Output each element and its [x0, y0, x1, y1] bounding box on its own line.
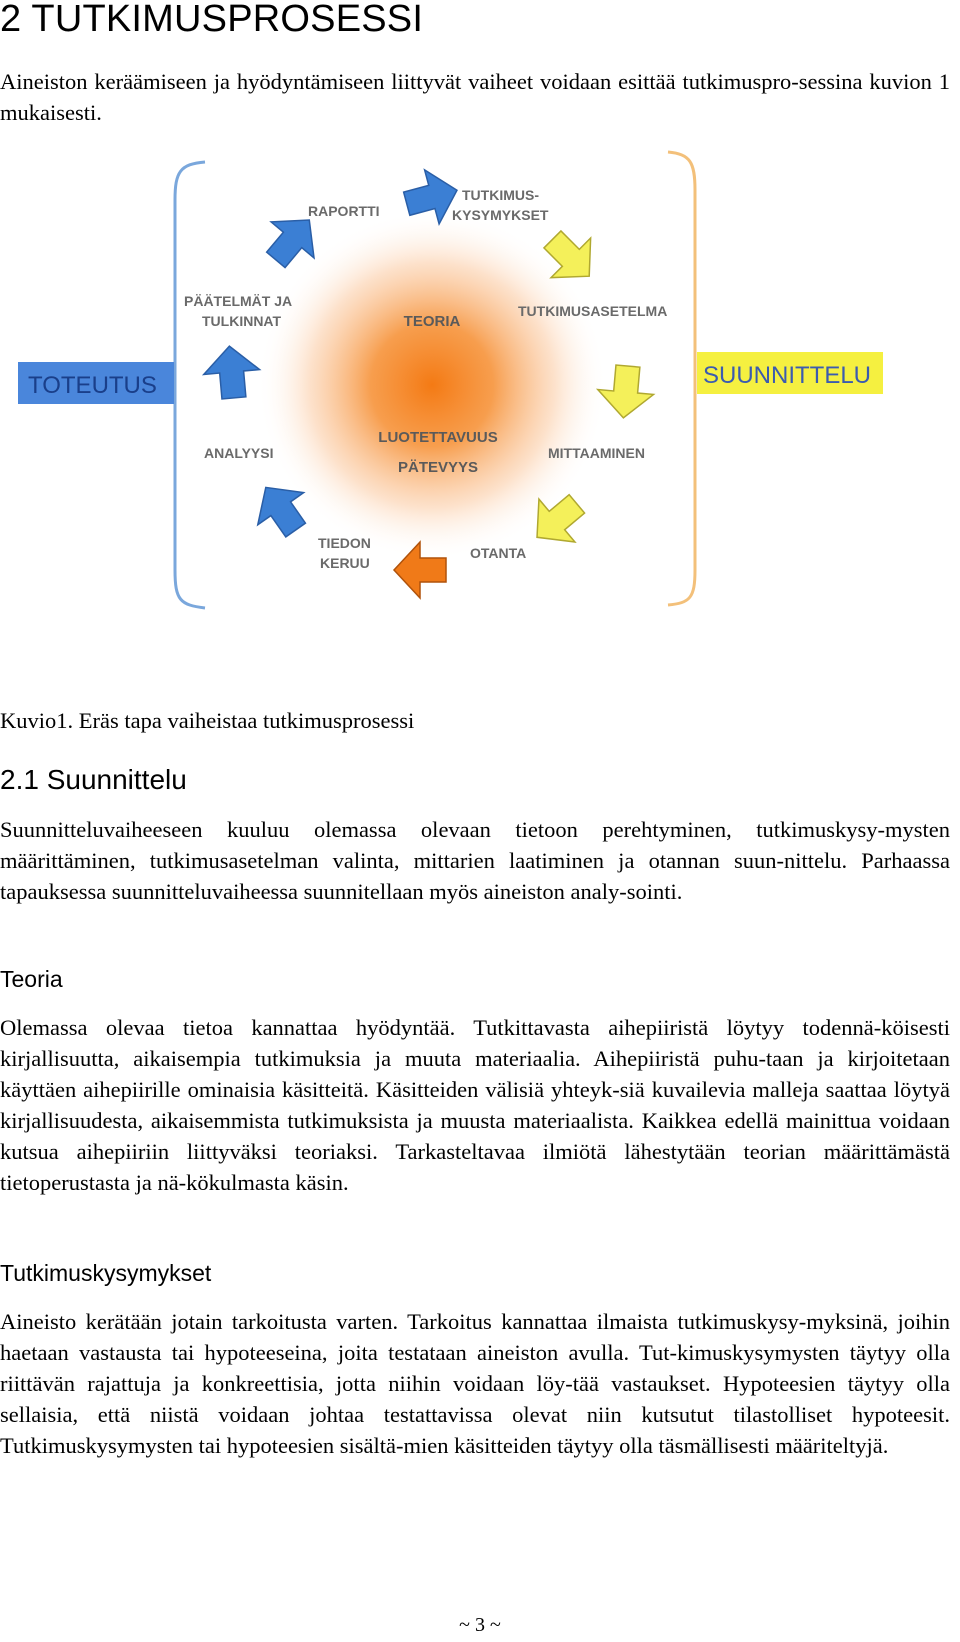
figure-svg [0, 150, 960, 650]
section-paragraph-suunnittelu: Suunnitteluvaiheeseen kuuluu olemassa olevaan tietoon perehtyminen, tutkimuskysy-mysten määrittäminen, tutkimusasetelman valinta, mittarien laatiminen ja otannan suun-nittelu. Parhaassa tapauksessa suunnitteluvaiheessa suunnitellaan myös aineiston analy-sointi. [0, 817, 950, 904]
step-otanta: OTANTA [470, 545, 527, 561]
step-paatelmat-1: PÄÄTELMÄT JA [184, 293, 293, 309]
page-heading: 2 TUTKIMUSPROSESSI [0, 0, 424, 40]
subsection-paragraph-tutkimuskysymykset: Aineisto kerätään jotain tarkoitusta varten. Tarkoitus kannattaa ilmaista tutkimuskysy-myksinä, joihin haetaan vastausta tai hypoteeseina, joita testataan aineiston avulla. Tut-kimuskysymysten täytyy olla riittävän rajattuja ja konkreettisia, jotta niihin voidaan löy-tää vastaukset. Hypoteesien täytyy olla sellaisia, että niistä voidaan johtaa testattavissa olevat niin kutsutut tilastolliset hypoteesit. Tutkimuskysymysten tai hypoteesien sisältä-mien käsitteiden täytyy olla täsmällisesti määriteltyjä. [0, 1309, 950, 1458]
left-bracket [175, 162, 205, 608]
step-paatelmat-2: TULKINNAT [202, 313, 282, 329]
step-analyysi: ANALYYSI [204, 445, 274, 461]
suunnittelu-label: SUUNNITTELU [703, 362, 872, 389]
figure-caption: Kuvio1. Eräs tapa vaiheistaa tutkimusprosessi [0, 708, 415, 733]
step-tutkimuskysymykset-1: TUTKIMUS- [462, 187, 539, 203]
arrow-paatelmat [201, 344, 261, 401]
research-process-figure [0, 150, 960, 650]
step-mittaaminen: MITTAAMINEN [548, 445, 645, 461]
step-raportti: RAPORTTI [308, 203, 380, 219]
toteutus-label: TOTEUTUS [28, 372, 157, 399]
step-tutkimusasetelma: TUTKIMUSASETELMA [518, 303, 668, 319]
subsection-title-teoria: Teoria [0, 966, 63, 992]
subsection-paragraph-teoria: Olemassa olevaa tietoa kannattaa hyödyntää. Tutkittavasta aihepiiristä löytyy todennä-köisesti kirjallisuutta, aikaisempia tutkimuksia ja muuta materiaalia. Aihepiiristä puhu-taan ja kirjoitetaan käyttäen aihepiirille ominaisia käsitteitä. Käsitteiden välisiä yhteyk-siä kuvailevia malleja saattaa löytyä kirjallisuudesta, aikaisemmista tutkimuksista ja muusta materiaalista. Kaikkea edellä mainittua voidaan kutsua aihepiiriin liittyväksi teoriaksi. Tarkasteltavaa ilmiötä lähestytään teorian määrittämästä tietoperustasta ja nä-kökulmasta käsin. [0, 1015, 950, 1195]
page-number: ~ 3 ~ [459, 1614, 501, 1636]
step-tiedonkeruu-1: TIEDON [318, 535, 371, 551]
subsection-title-tutkimuskysymykset: Tutkimuskysymykset [0, 1260, 212, 1286]
center-label-teoria: TEORIA [403, 313, 461, 330]
center-label-luotettavuus: LUOTETTAVUUS [378, 429, 498, 446]
step-tutkimuskysymykset-2: KYSYMYKSET [452, 207, 549, 223]
step-tiedonkeruu-2: KERUU [320, 555, 370, 571]
right-bracket [668, 152, 695, 605]
center-label-patevyys: PÄTEVYYS [397, 459, 479, 476]
section-title-suunnittelu: 2.1 Suunnittelu [0, 764, 187, 795]
intro-paragraph: Aineiston keräämiseen ja hyödyntämiseen liittyvät vaiheet voidaan esittää tutkimuspro-sessina kuvion 1 mukaisesti. [0, 69, 950, 125]
